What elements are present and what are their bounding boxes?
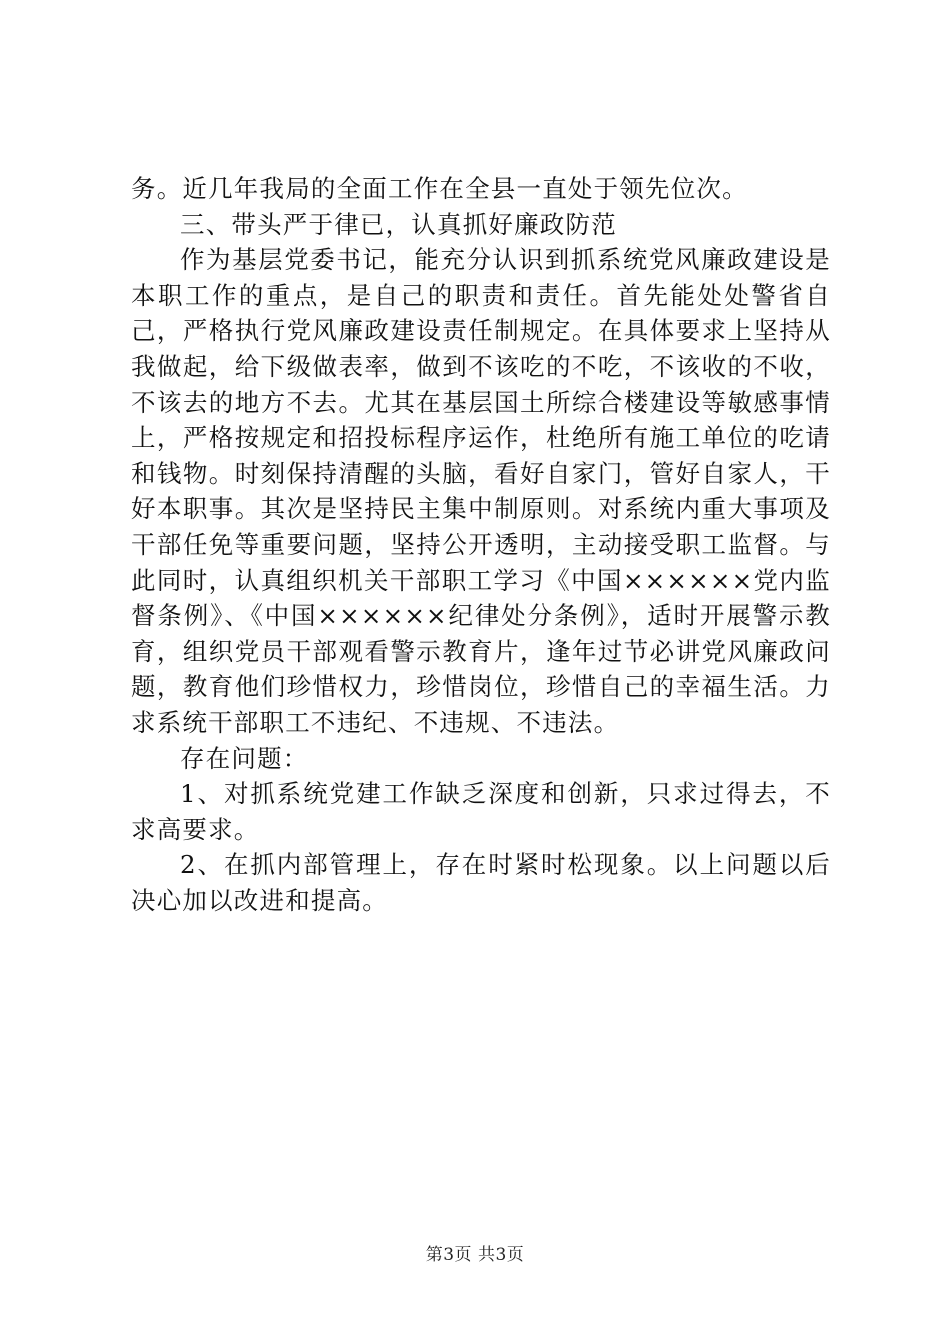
paragraph-continuation: 务。近几年我局的全面工作在全县一直处于领先位次。 [131,174,748,203]
problem-item-2: 2、在抓内部管理上，存在时紧时松现象。以上问题以后决心加以改进和提高。 [131,850,831,915]
problem-item-1: 1、对抓系统党建工作缺乏深度和创新，只求过得去，不求高要求。 [131,779,831,844]
page-number-footer: 第3页 共3页 [425,1245,525,1265]
document-body [131,171,831,918]
section-heading: 三、带头严于律已，认真抓好廉政防范 [180,209,617,239]
paragraph-integrity: 作为基层党委书记，能充分认识到抓系统党风廉政建设是本职工作的重点，是自己的职责和责任。首先能处处警省自己，严格执行党风廉政建设责任制规定。在具体要求上坚持从我做起，给下级做表率，做到不该吃的不吃，不该收的不收，不该去的地方不去。尤其在基层国土所综合楼建设等敏感事情上，严格按规定和招投标程序运作，杜绝所有施工单位的吃请和钱物。时刻保持清醒的头脑，看好自家门，管好自家人，干好本职事。其次是坚持民主集中制原则。对系统内重大事项及干部任免等重要问题，坚持公开透明，主动接受职工监督。与此同时，认真组织机关干部职工学习《中国××××××党内监督条例》、《中国××××××纪律处分条例》，适时开展警示教育，组织党员干部观看警示教育片，逢年过节必讲党风廉政问题，教育他们珍惜权力，珍惜岗位，珍惜自己的幸福生活。力求系统干部职工不违纪、不违规、不违法。 [131,245,831,737]
problems-heading: 存在问题： [180,743,309,773]
